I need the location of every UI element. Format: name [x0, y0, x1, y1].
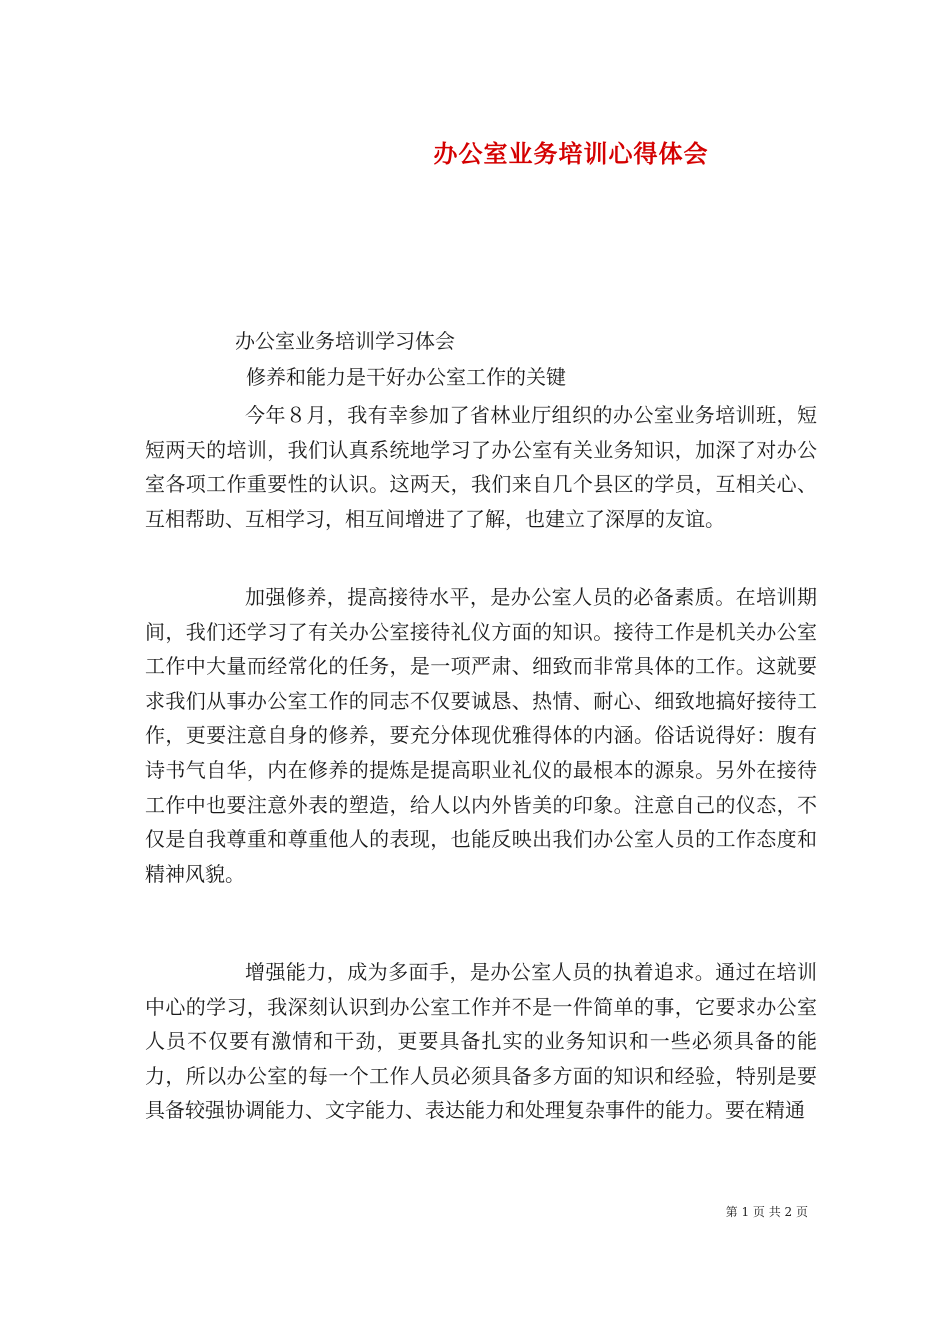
page-number-footer: 第 1 页 共 2 页: [725, 1205, 808, 1219]
paragraph-1: 今年８月，我有幸参加了省林业厅组织的办公室业务培训班，短短两天的培训，我们认真系统地学习了办公室有关业务知识，加深了对办公室各项工作重要性的认识。这两天，我们来自几个县区的学员，互相关心、互相帮助、互相学习，相互间增进了了解，也建立了深厚的友谊。: [145, 403, 817, 531]
paragraph-3: 增强能力，成为多面手，是办公室人员的执着追求。通过在培训中心的学习，我深刻认识到办公室工作并不是一件简单的事，它要求办公室人员不仅要有激情和干劲，更要具备扎实的业务知识和一些必须具备的能力，所以办公室的每一个工作人员必须具备多方面的知识和经验，特别是要具备较强协调能力、文字能力、表达能力和处理复杂事件的能力。要在精通: [145, 960, 817, 1123]
section-heading: 办公室业务培训学习体会: [235, 329, 455, 353]
section-subheading: 修养和能力是干好办公室工作的关键: [246, 365, 566, 389]
paragraph-2: 加强修养，提高接待水平，是办公室人员的必备素质。在培训期间，我们还学习了有关办公室接待礼仪方面的知识。接待工作是机关办公室工作中大量而经常化的任务，是一项严肃、细致而非常具体的工作。这就要求我们从事办公室工作的同志不仅要诚恳、热情、耐心、细致地搞好接待工作，更要注意自身的修养，要充分体现优雅得体的内涵。俗话说得好：腹有诗书气自华，内在修养的提炼是提高职业礼仪的最根本的源泉。另外在接待工作中也要注意外表的塑造，给人以内外皆美的印象。注意自己的仪态，不仅是自我尊重和尊重他人的表现，也能反映出我们办公室人员的工作态度和精神风貌。: [145, 585, 817, 886]
document-title: 办公室业务培训心得体会: [433, 139, 709, 168]
